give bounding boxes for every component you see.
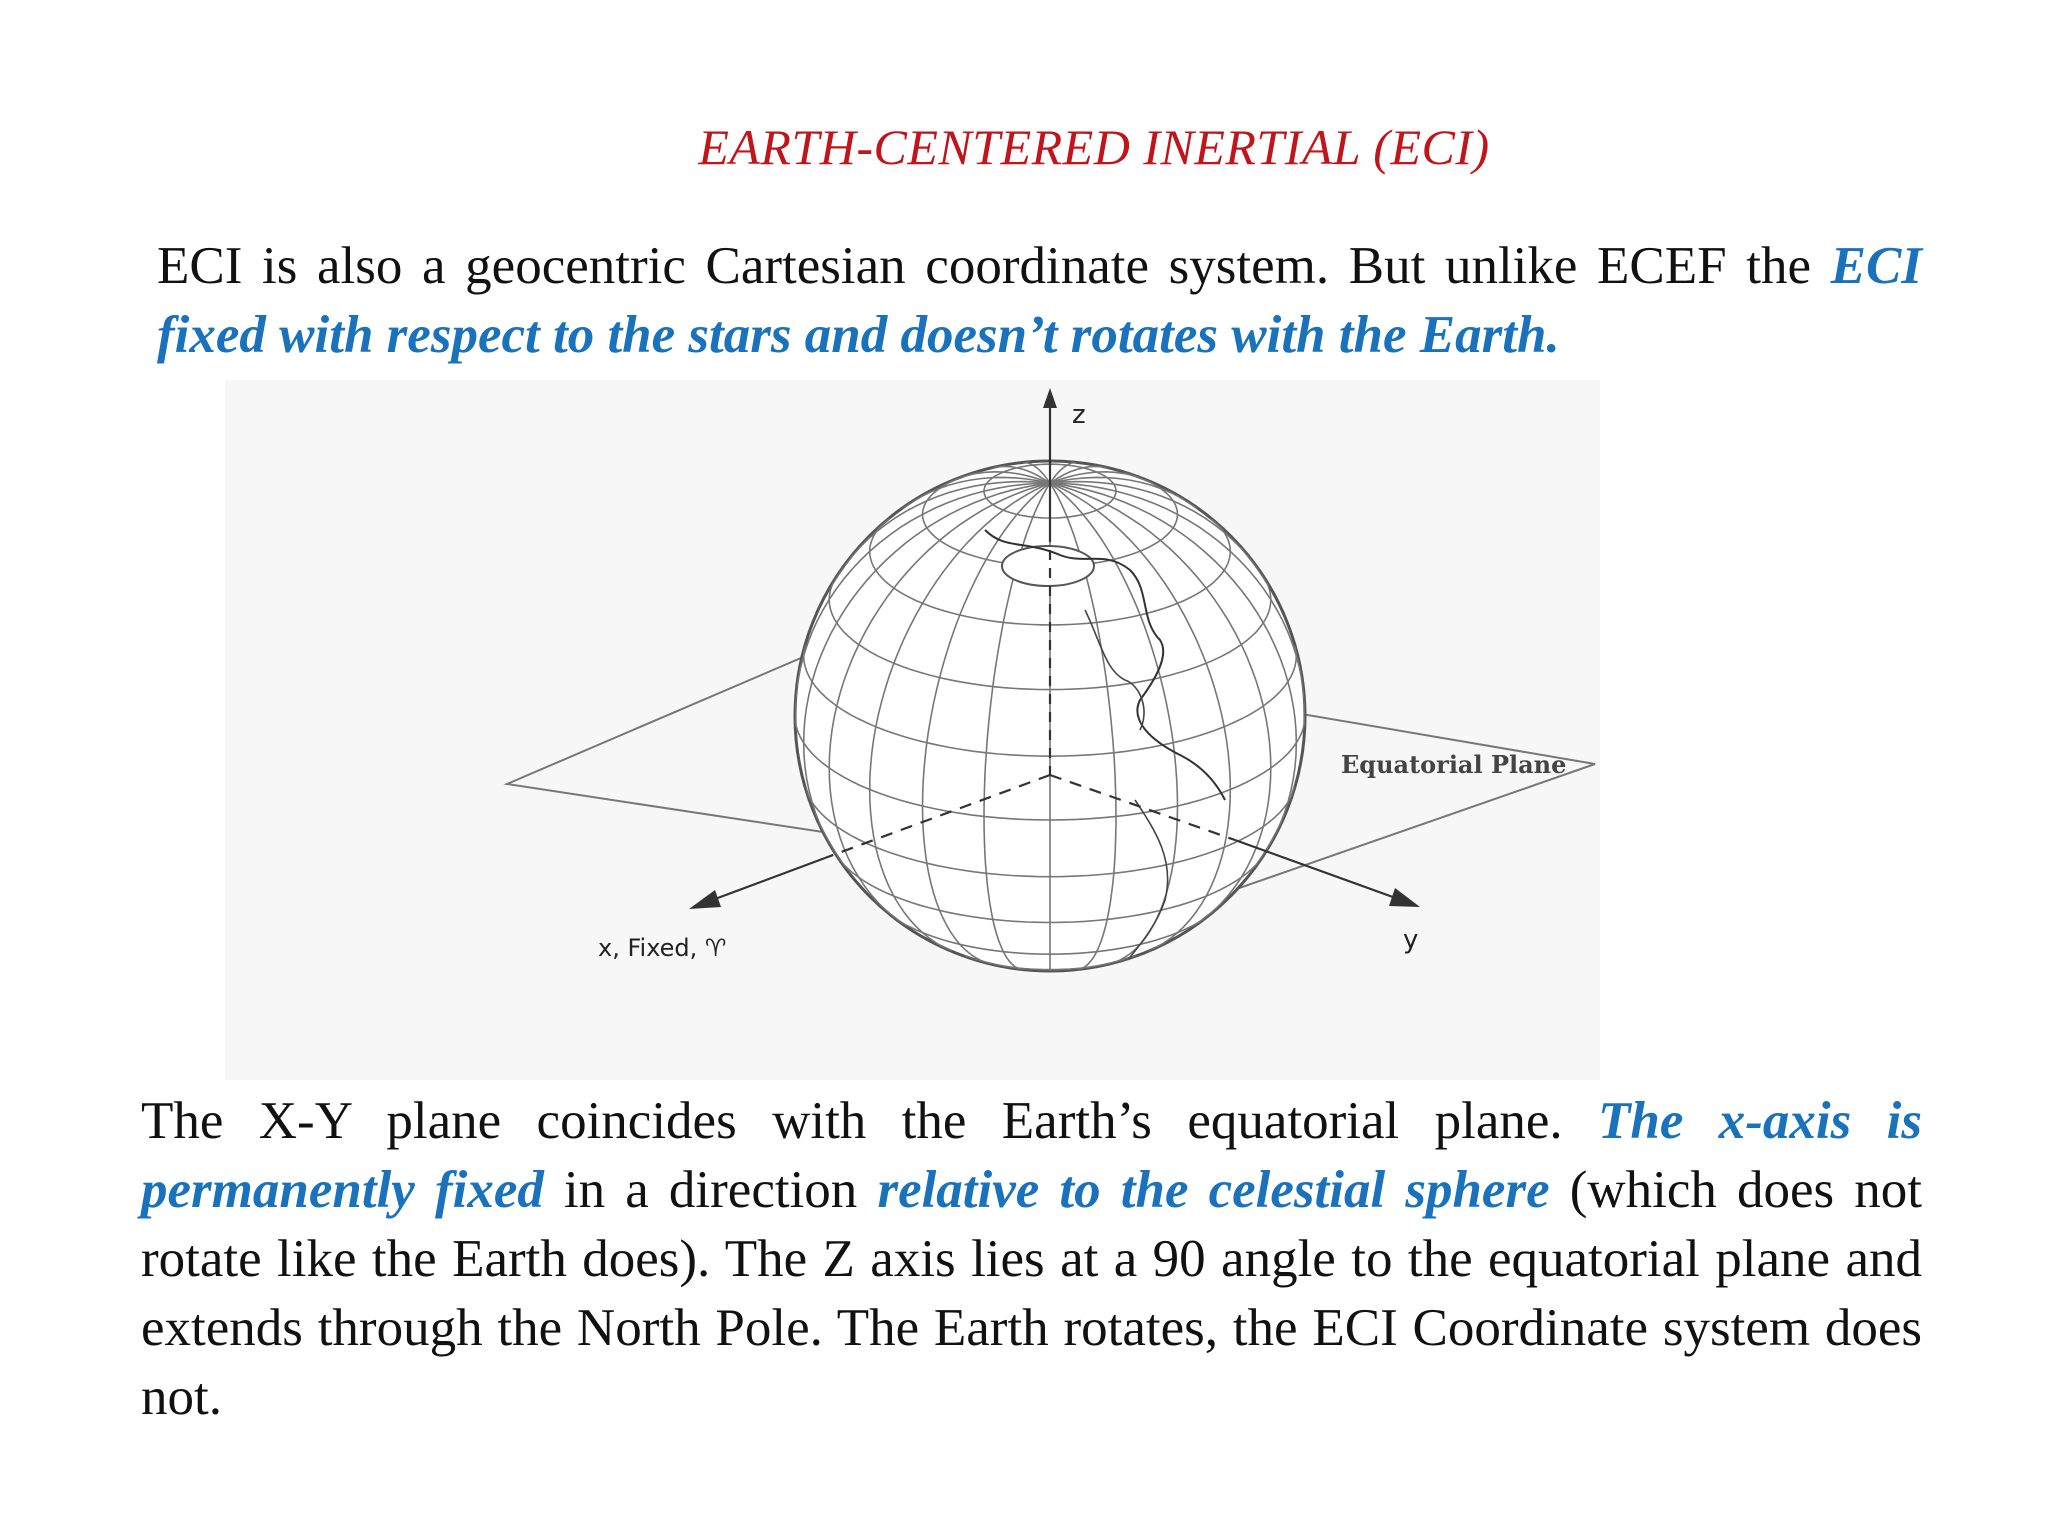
intro-emphasis: ECI fixed with respect to the stars and doesn’t rotates with the Earth. bbox=[157, 237, 1922, 364]
y-axis-label: y bbox=[1403, 925, 1419, 955]
z-axis-label: z bbox=[1072, 400, 1086, 430]
equatorial-plane-label: Equatorial Plane bbox=[1341, 750, 1567, 779]
body-emphasis-1: The x-axis is permanently fixed bbox=[141, 1092, 1922, 1219]
body-text-1: The X-Y plane coincides with the Earth’s equatorial plane. bbox=[141, 1092, 1598, 1150]
eci-diagram bbox=[225, 380, 1600, 1080]
body-text-3: (which does not rotate like the Earth does). The Z axis lies at a 90 angle to the equatorial plane and extends through the North Pole. The Earth rotates, the ECI Coordinate system does not. bbox=[141, 1161, 1922, 1426]
y-axis-arrow bbox=[1389, 888, 1420, 907]
body-text-2: in a direction bbox=[543, 1161, 878, 1219]
body-paragraph bbox=[141, 1087, 1922, 1432]
body-emphasis-2: relative to the celestial sphere bbox=[877, 1161, 1550, 1219]
intro-text: ECI is also a geocentric Cartesian coordinate system. But unlike ECEF the bbox=[157, 237, 1831, 295]
x-axis bbox=[707, 858, 825, 902]
x-axis-label: x, Fixed, ♈ bbox=[598, 934, 727, 962]
intro-paragraph bbox=[157, 232, 1922, 370]
z-axis-arrow bbox=[1043, 388, 1057, 408]
eci-diagram-svg bbox=[225, 380, 1600, 1080]
x-axis-arrow bbox=[689, 890, 721, 909]
slide-title: EARTH-CENTERED INERTIAL (ECI) bbox=[698, 119, 1490, 175]
y-axis bbox=[1235, 840, 1415, 905]
